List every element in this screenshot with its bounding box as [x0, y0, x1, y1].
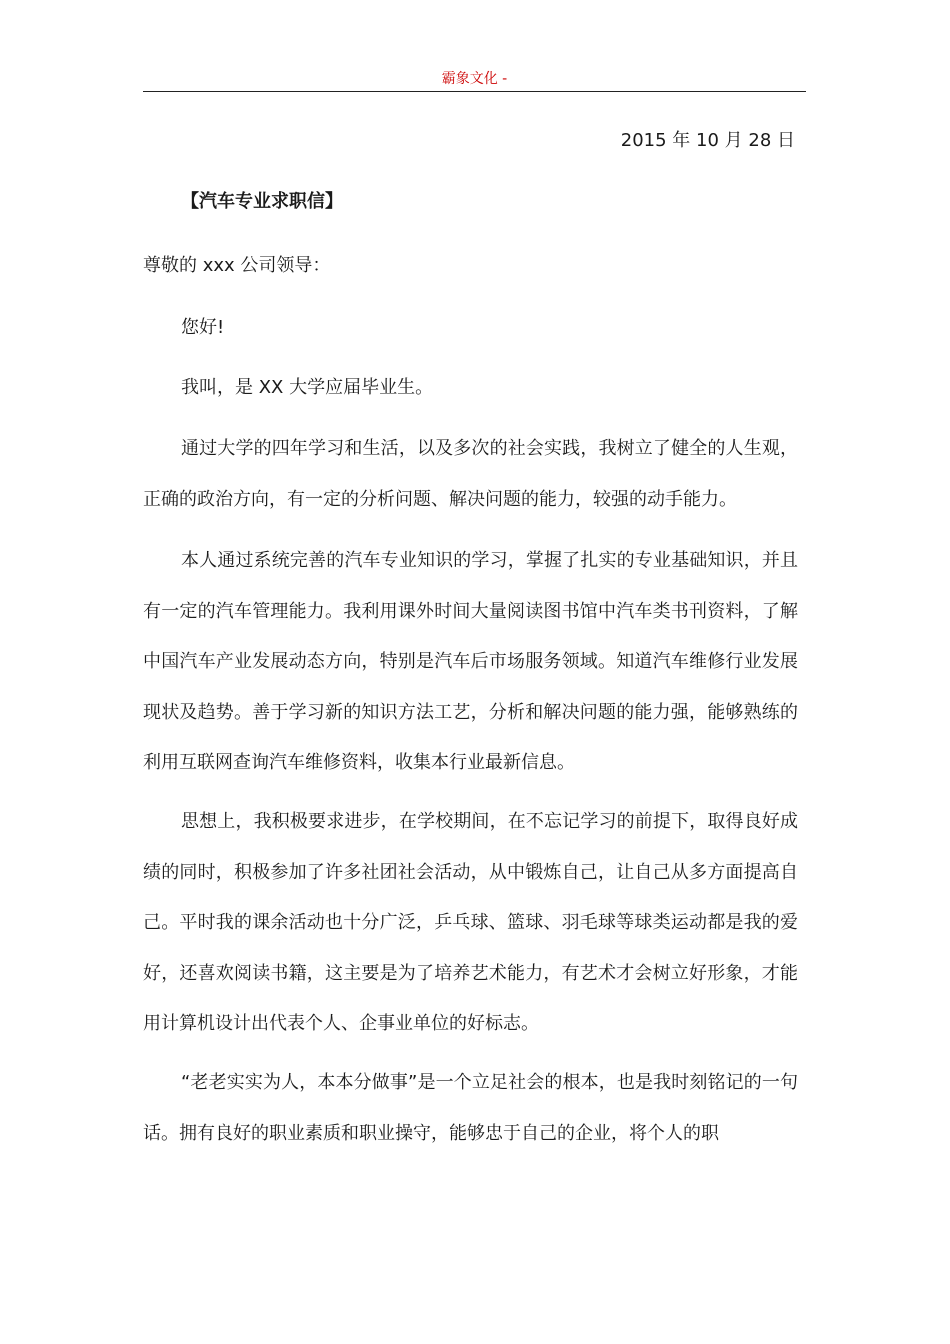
- letter-title: 【汽车专业求职信】: [181, 191, 343, 212]
- paragraph-skills: 本人通过系统完善的汽车专业知识的学习，掌握了扎实的专业基础知识，并且有一定的汽车管理能力。我利用课外时间大量阅读图书馆中汽车类书刊资料，了解中国汽车产业发展动态方向，特别是汽车后市场服务领域。知道汽车维修行业发展现状及趋势。善于学习新的知识方法工艺，分析和解决问题的能力强，能够熟练的利用互联网查询汽车维修资料，收集本行业最新信息。: [143, 550, 798, 773]
- paragraph-character: 思想上，我积极要求进步，在学校期间，在不忘记学习的前提下，取得良好成绩的同时，积极参加了许多社团社会活动，从中锻炼自己，让自己从多方面提高自己。平时我的课余活动也十分广泛，乒乓球、篮球、羽毛球等球类运动都是我的爱好，还喜欢阅读书籍，这主要是为了培养艺术能力，有艺术才会树立好形象，才能用计算机设计出代表个人、企事业单位的好标志。: [143, 811, 798, 1034]
- paragraph-intro: 我叫，是 XX 大学应届毕业生。: [181, 377, 434, 398]
- paragraph-university: 通过大学的四年学习和生活，以及多次的社会实践，我树立了健全的人生观，正确的政治方向，有一定的分析问题、解决问题的能力，较强的动手能力。: [143, 438, 798, 510]
- paragraph-motto: “老老实实为人，本本分做事”是一个立足社会的根本，也是我时刻铭记的一句话。拥有良好的职业素质和职业操守，能够忠于自己的企业，将个人的职: [143, 1072, 798, 1144]
- header-text: 霸象文化 -: [441, 71, 508, 87]
- page-header: [143, 68, 806, 92]
- letter-date: 2015 年 10 月 28 日: [620, 130, 795, 151]
- paragraph-greeting: 您好!: [181, 317, 225, 338]
- letter-salutation: 尊敬的 xxx 公司领导：: [143, 255, 331, 276]
